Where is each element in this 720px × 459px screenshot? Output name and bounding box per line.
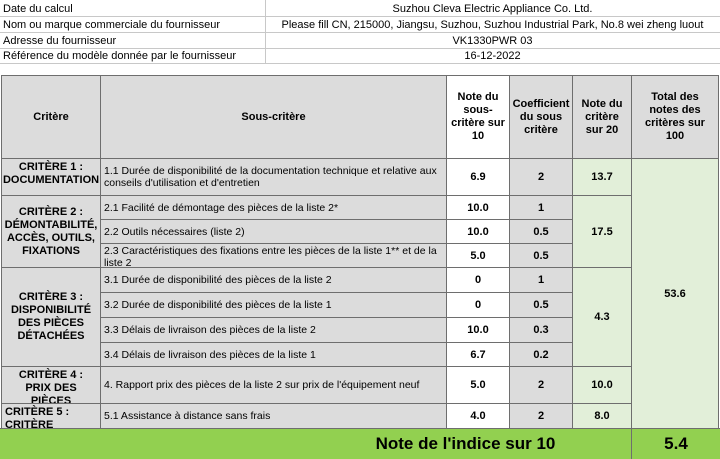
coef-3-1: 1: [509, 267, 573, 293]
info-label-model: Référence du modèle donnée par le fournisseur: [0, 49, 265, 64]
info-divider: [265, 0, 266, 64]
note-3-3: 10.0: [446, 317, 510, 343]
note-1-1: 6.9: [446, 158, 510, 196]
criterion-3-score: 4.3: [572, 267, 632, 367]
subcriterion-5-1: 5.1 Assistance à distance sans frais: [100, 403, 447, 429]
info-value-supplier: Please fill CN, 215000, Jiangsu, Suzhou, Suzhou Industrial Park, No.8 wei zheng luout: [265, 17, 720, 33]
subcriterion-3-3: 3.3 Délais de livraison des pièces de la liste 2: [100, 317, 447, 343]
criterion-5: CRITÈRE 5 : CRITÈRE: [1, 403, 101, 429]
coef-2-2: 0.5: [509, 219, 573, 244]
footer-value: 5.4: [664, 433, 688, 453]
header-critere: Critère: [1, 75, 101, 159]
total-score: 53.6: [631, 158, 719, 429]
info-value-date: Suzhou Cleva Electric Appliance Co. Ltd.: [265, 1, 720, 17]
criterion-4-score: 10.0: [572, 366, 632, 404]
subcriterion-3-1: 3.1 Durée de disponibilité des pièces de la liste 2: [100, 267, 447, 293]
criterion-5-score: 8.0: [572, 403, 632, 429]
criterion-2: CRITÈRE 2 : DÉMONTABILITÉ, ACCÈS, OUTILS, FIXATIONS: [1, 195, 101, 268]
subcriterion-4: 4. Rapport prix des pièces de la liste 2 sur prix de l'équipement neuf: [100, 366, 447, 404]
info-label-address: Adresse du fournisseur: [0, 33, 265, 49]
info-label-supplier: Nom ou marque commerciale du fournisseur: [0, 17, 265, 33]
subcriterion-2-3: 2.3 Caractéristiques des fixations entre les pièces de la liste 1** et de la liste 2: [100, 243, 447, 268]
note-2-1: 10.0: [446, 195, 510, 220]
criterion-1: CRITÈRE 1 : DOCUMENTATION: [1, 158, 101, 196]
coef-2-3: 0.5: [509, 243, 573, 268]
coef-3-3: 0.3: [509, 317, 573, 343]
header-note-sous: Note du sous-critère sur 10: [446, 75, 510, 159]
subcriterion-3-4: 3.4 Délais de livraison des pièces de la liste 1: [100, 342, 447, 367]
coef-3-2: 0.5: [509, 292, 573, 318]
header-coef: Coefficient du sous critère: [509, 75, 573, 159]
header-total: Total des notes des critères sur 100: [631, 75, 719, 159]
note-2-2: 10.0: [446, 219, 510, 244]
info-label-date: Date du calcul: [0, 1, 265, 17]
subcriterion-1-1: 1.1 Durée de disponibilité de la documentation technique et relative aux conseils d'utilisation et d'entretien: [100, 158, 447, 196]
criterion-2-score: 17.5: [572, 195, 632, 268]
coef-5-1: 2: [509, 403, 573, 429]
criterion-1-score: 13.7: [572, 158, 632, 196]
coef-1-1: 2: [509, 158, 573, 196]
note-3-1: 0: [446, 267, 510, 293]
info-value-model: 16-12-2022: [265, 49, 720, 64]
footer-label: Note de l'indice sur 10: [375, 433, 556, 453]
note-4: 5.0: [446, 366, 510, 404]
info-table: [0, 0, 720, 64]
info-value-address: VK1330PWR 03: [265, 33, 720, 49]
subcriterion-2-2: 2.2 Outils nécessaires (liste 2): [100, 219, 447, 244]
criterion-4: CRITÈRE 4 : PRIX DES PIÈCES: [1, 366, 101, 404]
subcriterion-2-1: 2.1 Facilité de démontage des pièces de la liste 2*: [100, 195, 447, 220]
subcriterion-3-2: 3.2 Durée de disponibilité des pièces de la liste 1: [100, 292, 447, 318]
note-3-4: 6.7: [446, 342, 510, 367]
note-3-2: 0: [446, 292, 510, 318]
coef-2-1: 1: [509, 195, 573, 220]
coef-4: 2: [509, 366, 573, 404]
header-sous-critere: Sous-critère: [100, 75, 447, 159]
note-2-3: 5.0: [446, 243, 510, 268]
criterion-3: CRITÈRE 3 : DISPONIBILITÉ DES PIÈCES DÉTACHÉES: [1, 267, 101, 367]
note-5-1: 4.0: [446, 403, 510, 429]
coef-3-4: 0.2: [509, 342, 573, 367]
header-note-critere: Note du critère sur 20: [572, 75, 632, 159]
